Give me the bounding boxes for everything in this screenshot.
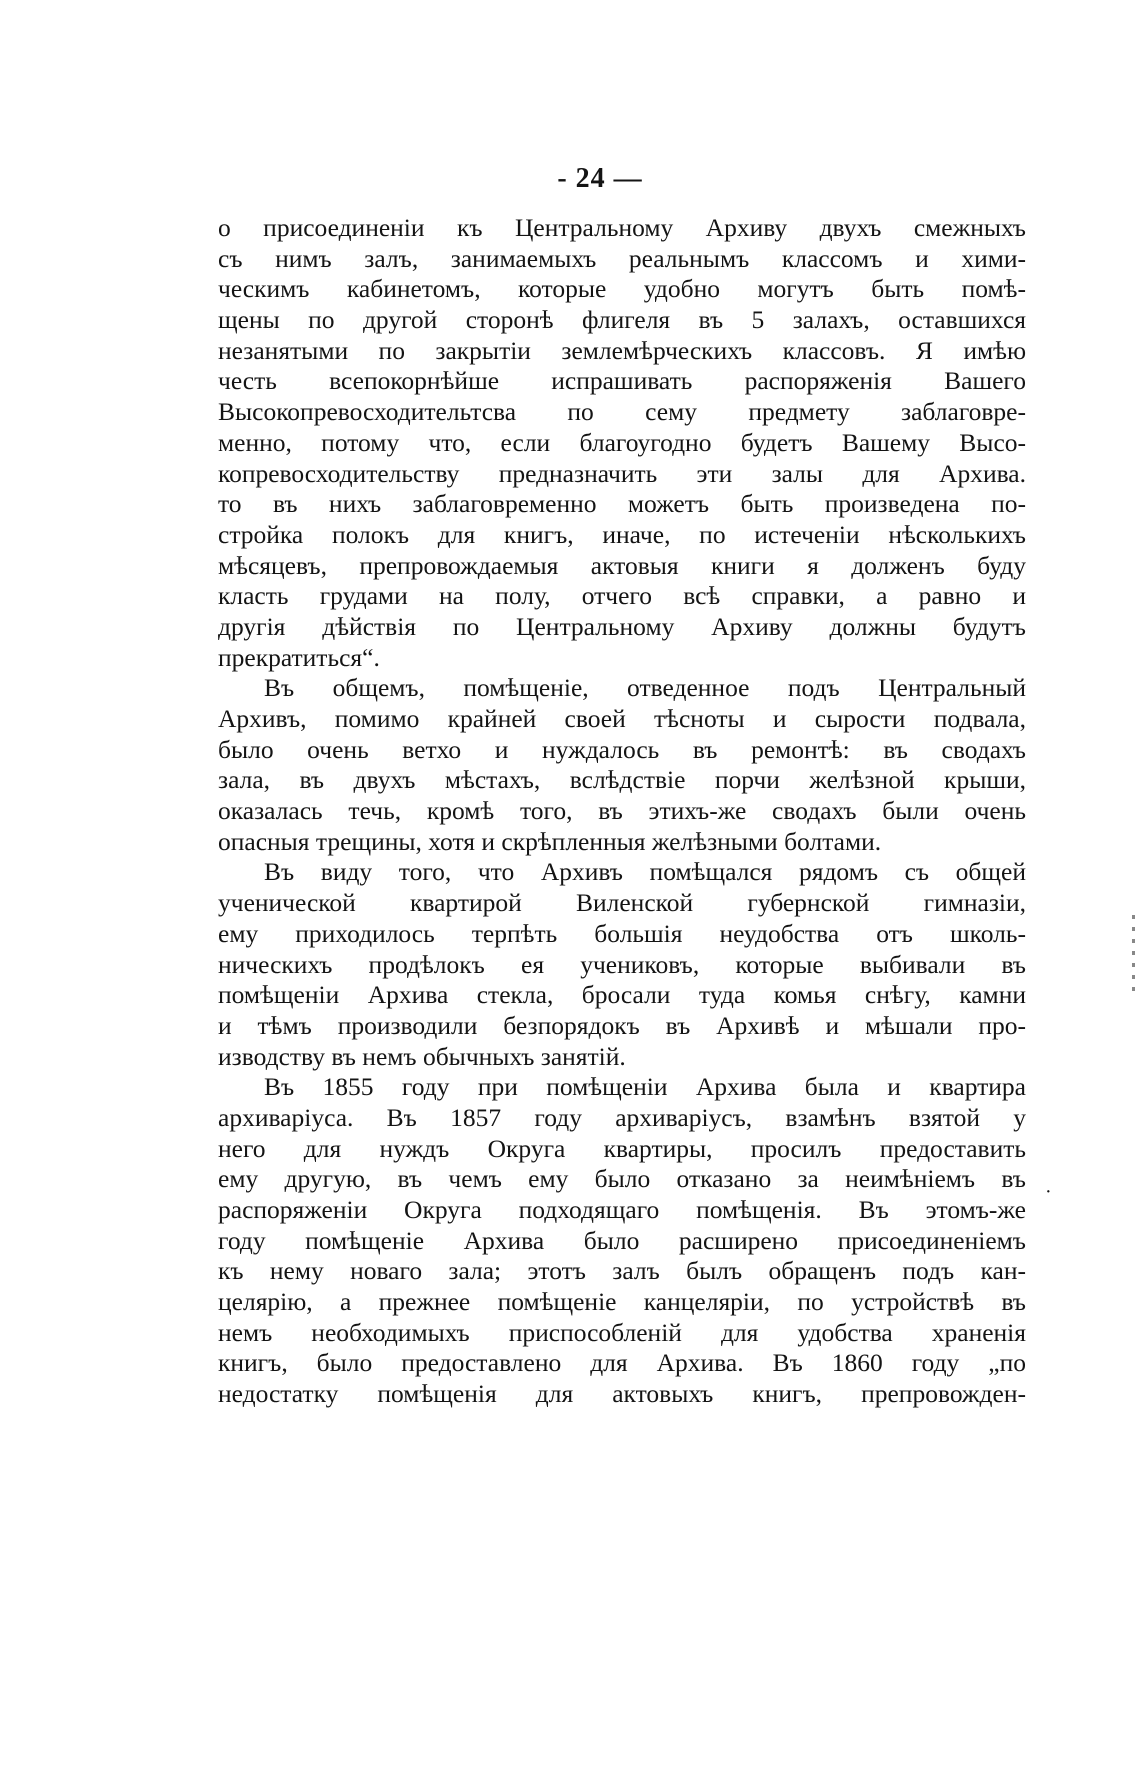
text-line: немъ необходимыхъ приспособленій для удобства храненія xyxy=(218,1317,1026,1347)
text-line: съ нимъ залъ, занимаемыхъ реальнымъ классомъ и хими- xyxy=(218,243,1026,273)
text-line: него для нуждъ Округа квартиры, просилъ предоставить xyxy=(218,1133,1026,1163)
text-line: щены по другой сторонѣ флигеля въ 5 залахъ, оставшихся xyxy=(218,305,1026,335)
body-text xyxy=(218,213,1026,1410)
text-line: копревосходительству предназначить эти залы для Архива. xyxy=(218,458,1026,488)
text-line: прекратиться“. xyxy=(218,642,380,672)
text-line: менно, потому что, если благоугодно будетъ Вашему Высо- xyxy=(218,427,1026,457)
page-number: - 24 — xyxy=(557,163,643,194)
margin-scan-mark xyxy=(1132,915,1135,995)
text-line: честь всепокорнѣйше испрашивать распоряженія Вашего xyxy=(218,366,1026,396)
text-line: распоряженіи Округа подходящаго помѣщенія. Въ этомъ-же xyxy=(218,1195,1026,1224)
text-line: о присоединеніи къ Центральному Архиву двухъ смежныхъ xyxy=(218,213,1026,242)
margin-dot: · xyxy=(1045,1181,1052,1203)
text-line: мѣсяцевъ, препровождаемыя актовыя книги я долженъ буду xyxy=(218,550,1026,580)
text-line: книгъ, было предоставлено для Архива. Въ 1860 году „по xyxy=(218,1348,1026,1378)
text-line: ему приходилось терпѣть большія неудобства отъ школь- xyxy=(218,918,1026,948)
text-line: ему другую, въ чемъ ему было отказано за неимѣніемъ въ xyxy=(218,1164,1026,1194)
text-line: году помѣщеніе Архива было расширено присоединеніемъ xyxy=(218,1225,1026,1255)
text-line: стройка полокъ для книгъ, иначе, по истеченіи нѣсколькихъ xyxy=(218,519,1026,549)
text-line: изводству въ немъ обычныхъ занятій. xyxy=(218,1041,626,1071)
text-line: къ нему новаго зала; этотъ залъ былъ обращенъ подъ кан- xyxy=(218,1256,1026,1286)
text-line: помѣщеніи Архива стекла, бросали туда комья снѣгу, камни xyxy=(218,980,1026,1010)
text-line: архиваріуса. Въ 1857 году архиваріусъ, взамѣнъ взятой у xyxy=(218,1102,1026,1132)
text-line: и тѣмъ производили безпорядокъ въ Архивѣ и мѣшали про- xyxy=(218,1010,1026,1040)
text-line: ученической квартирой Виленской губернской гимназіи, xyxy=(218,888,1026,918)
text-line: другія дѣйствія по Центральному Архиву должны будутъ xyxy=(218,611,1026,641)
text-line: класть грудами на полу, отчего всѣ справки, а равно и xyxy=(218,581,1026,611)
text-line: незанятыми по закрытіи землемѣрческихъ классовъ. Я имѣю xyxy=(218,335,1026,365)
paragraph-start-line: Въ 1855 году при помѣщеніи Архива была и квартира xyxy=(264,1072,1026,1102)
paragraph-start-line: Въ виду того, что Архивъ помѣщался рядомъ съ общей xyxy=(264,857,1026,887)
text-line: недостатку помѣщенія для актовыхъ книгъ, препровожден- xyxy=(218,1379,1026,1409)
text-line: оказалась течь, кромѣ того, въ этихъ-же сводахъ были очень xyxy=(218,796,1026,826)
text-line: было очень ветхо и нуждалось въ ремонтѣ: въ сводахъ xyxy=(218,734,1026,764)
text-line: то въ нихъ заблаговременно можетъ быть произведена по- xyxy=(218,489,1026,519)
text-line: зала, въ двухъ мѣстахъ, вслѣдствіе порчи желѣзной крыши, xyxy=(218,765,1026,795)
text-line: ническихъ продѣлокъ ея учениковъ, которые выбивали въ xyxy=(218,949,1026,979)
text-line: Высокопревосходительтсва по сему предмету заблаговре- xyxy=(218,397,1026,427)
text-line: целярію, а прежнее помѣщеніе канцеляріи, по устройствѣ въ xyxy=(218,1287,1026,1317)
paragraph-start-line: Въ общемъ, помѣщеніе, отведенное подъ Центральный xyxy=(264,673,1026,703)
text-line: Архивъ, помимо крайней своей тѣсноты и сырости подвала, xyxy=(218,704,1026,733)
text-line: опасныя трещины, хотя и скрѣпленныя желѣзными болтами. xyxy=(218,826,882,856)
text-line: ческимъ кабинетомъ, которые удобно могутъ быть помѣ- xyxy=(218,274,1026,304)
